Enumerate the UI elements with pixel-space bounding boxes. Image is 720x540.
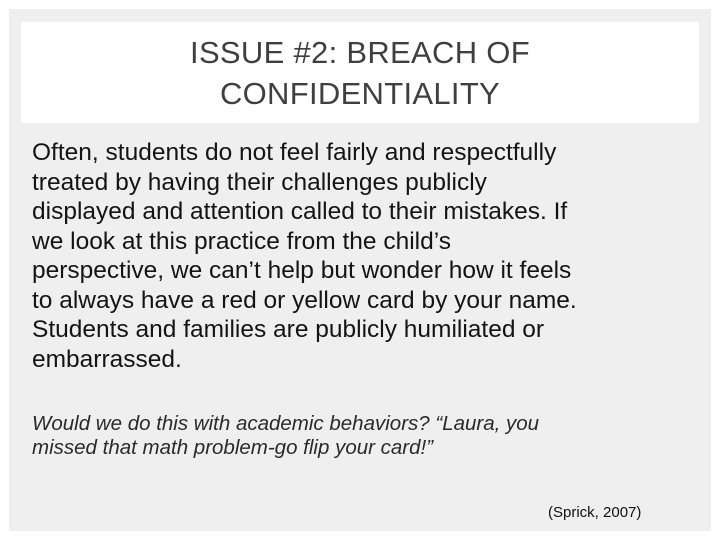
quote-paragraph: [32, 412, 702, 460]
body-line: Students and families are publicly humiliated or: [32, 316, 545, 343]
title-line: CONFIDENTIALITY: [219, 76, 501, 111]
slide-title: [21, 32, 699, 114]
citation: (Sprick, 2007): [548, 504, 642, 521]
quote-line: Would we do this with academic behaviors? “Laura, you: [32, 412, 540, 435]
title-line: ISSUE #2: BREACH OF: [190, 35, 530, 70]
quote-line: missed that math problem-go flip your card!”: [32, 436, 434, 459]
body-line: Often, students do not feel fairly and respectfully: [32, 139, 557, 166]
body-line: perspective, we can’t help but wonder how it feels: [32, 257, 572, 284]
body-line: we look at this practice from the child’s: [32, 227, 451, 255]
title-box: [21, 22, 699, 123]
body-line: to always have a red or yellow card by your name.: [32, 286, 577, 314]
body-line: treated by having their challenges publicly: [32, 168, 487, 196]
body-line: displayed and attention called to their mistakes. If: [32, 198, 568, 225]
body-line: embarrassed.: [32, 345, 182, 373]
body-paragraph: [32, 138, 702, 374]
